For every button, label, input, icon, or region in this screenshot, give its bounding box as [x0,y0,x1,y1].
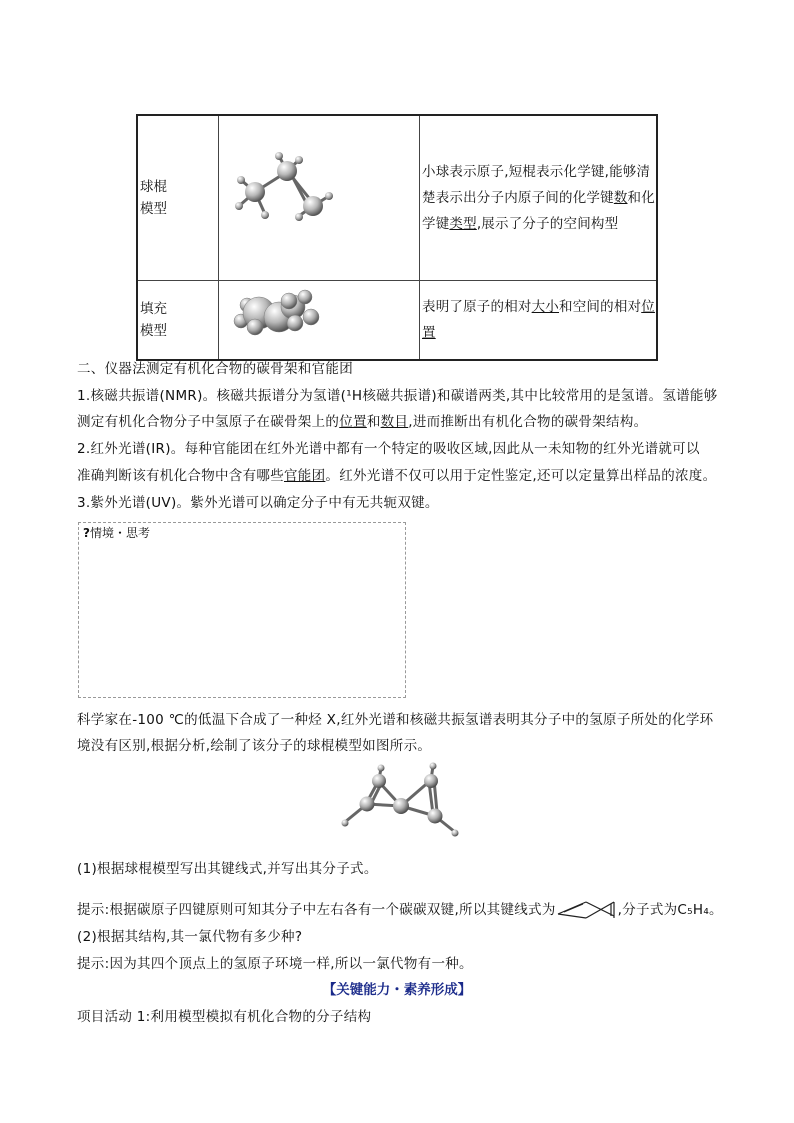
model-name: 模型 [140,201,167,217]
table-row [137,115,657,281]
science-paragraph: 科学家在-100 ℃的低温下合成了一种烃 X,红外光谱和核磁共振氢谱表明其分子中的氢原子所处的化学环 [77,712,714,728]
ball-stick-image-cell [219,115,420,281]
paragraph-nmr: 1.核磁共振谱(NMR)。核磁共振谱分为氢谱(¹H核磁共振谱)和碳谱两类,其中比较常用的是氢谱。氢谱能够 [77,388,718,404]
molecule-x-ball-stick-figure [335,762,465,844]
space-filling-model-image [219,281,419,355]
table-row [137,281,657,361]
model-name-cell [137,281,219,361]
scenario-box [78,522,406,698]
paragraph-nmr-cont: 测定有机化合物分子中氢原子在碳骨架上的位置和数目,进而推断出有机化合物的碳骨架结构。 [77,414,648,430]
paragraph-ir: 2.红外光谱(IR)。每种官能团在红外光谱中都有一个特定的吸收区域,因此从一未知物的红外光谱就可以 [77,441,700,457]
question-icon: ? [83,526,90,540]
hint-2: 提示:因为其四个顶点上的氢原子环境一样,所以一氯代物有一种。 [77,956,473,972]
model-description: 小球表示原子,短棍表示化学键,能够清 楚表示出分子内原子间的化学键数和化 学键类型,展示了分子的空间构型 [420,115,658,281]
paragraph-uv: 3.紫外光谱(UV)。紫外光谱可以确定分子中有无共轭双键。 [77,495,439,511]
model-name: 填充 [140,301,167,317]
hint-1: 提示:根据碳原子四键原则可知其分子中左右各有一个碳碳双键,所以其键线式为 ,分子式为C₅H₄。 [77,898,723,922]
key-ability-title: 【关键能力・素养形成】 [322,982,472,998]
space-filling-image-cell [219,281,420,361]
project-activity-heading: 项目活动 1:利用模型模拟有机化合物的分子结构 [77,1009,372,1025]
model-name: 球棍 [140,179,167,195]
model-name-cell [137,115,219,281]
question-2: (2)根据其结构,其一氯代物有多少种? [77,929,303,945]
section-heading: 二、仪器法测定有机化合物的碳骨架和官能团 [77,361,353,377]
model-name: 模型 [140,323,167,339]
ball-stick-model-image [219,116,419,276]
science-paragraph-cont: 境没有区别,根据分析,绘制了该分子的球棍模型如图所示。 [77,738,432,754]
paragraph-ir-cont: 准确判断该有机化合物中含有哪些官能团。红外光谱不仅可以用于定性鉴定,还可以定量算出样品的浓度。 [77,468,717,484]
bond-line-formula-image [556,898,618,922]
scenario-title: ?情境・思考 [83,526,150,540]
question-1: (1)根据球棍模型写出其键线式,并写出其分子式。 [77,861,378,877]
models-table [136,114,658,361]
model-description: 表明了原子的相对大小和空间的相对位 置 [420,281,658,361]
